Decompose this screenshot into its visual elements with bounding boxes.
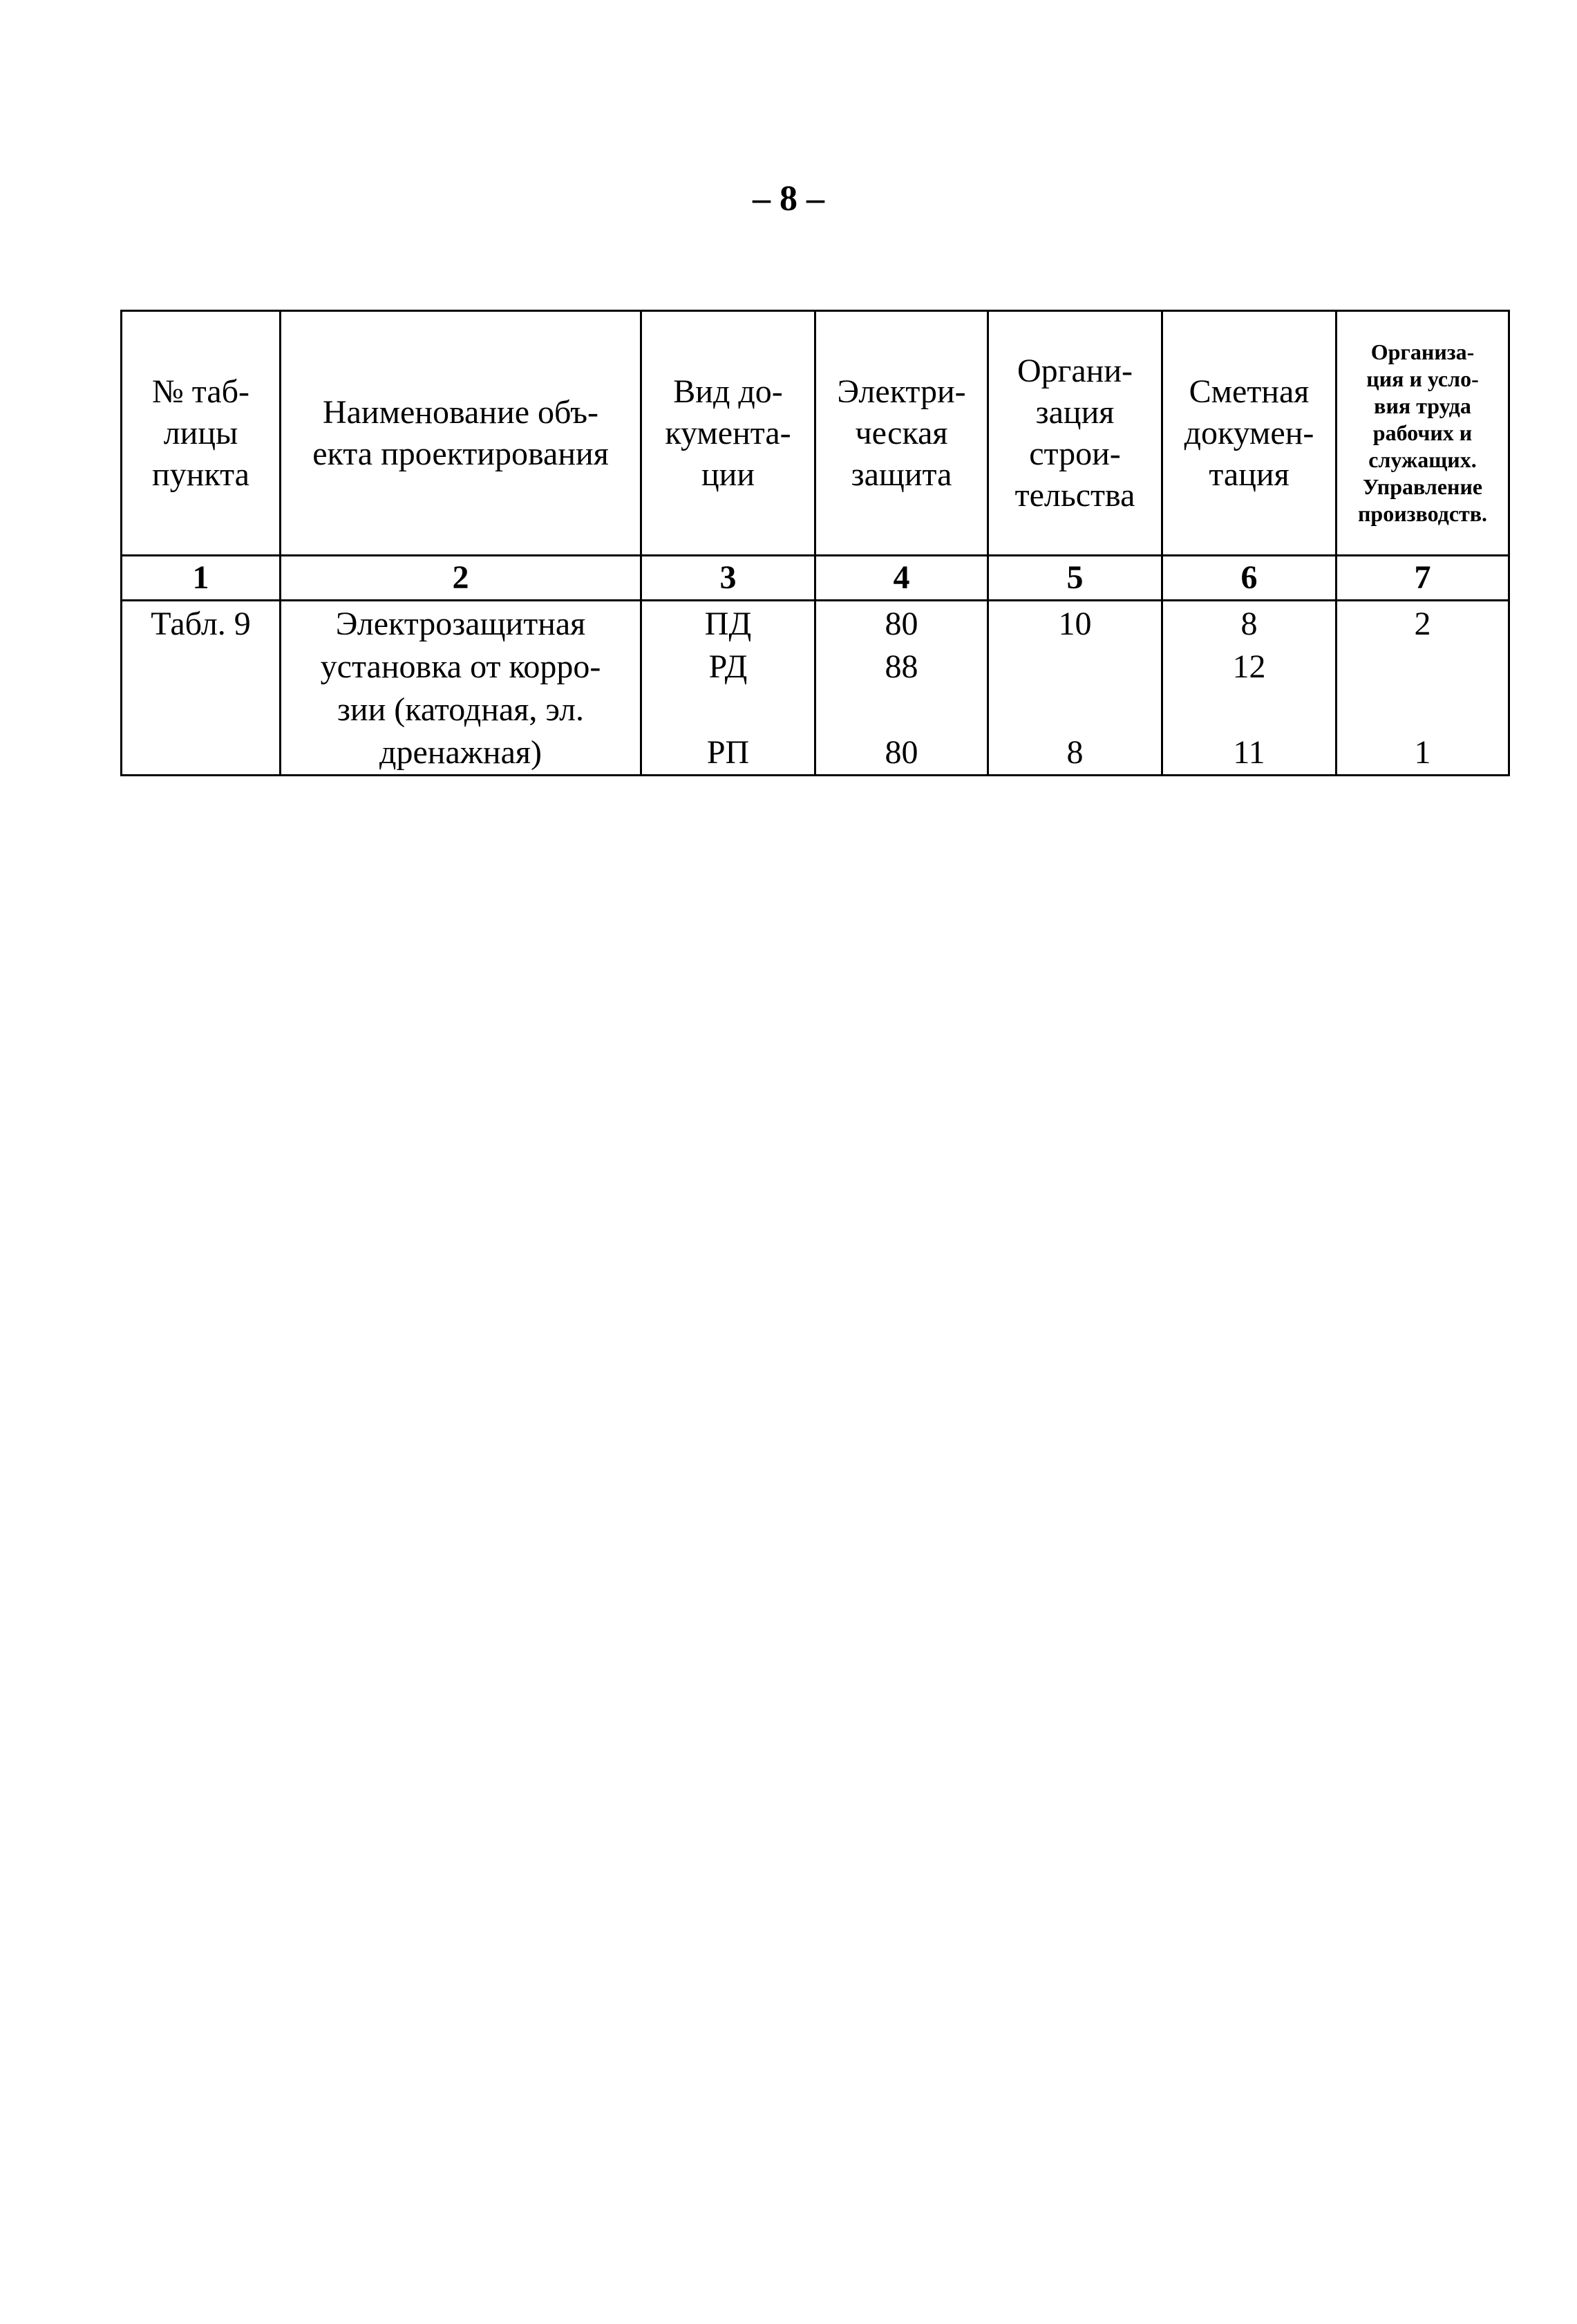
column-number: 2 xyxy=(281,556,641,601)
column-number: 7 xyxy=(1337,556,1509,601)
cell-electrical-protection: 80 88 80 xyxy=(815,601,988,776)
header-doc-type: Вид до- кумента- ции xyxy=(641,311,815,556)
header-electrical-protection: Электри- ческая защита xyxy=(815,311,988,556)
header-labour-conditions: Организа- ция и усло- вия труда рабочих и служащих. Управление производств. xyxy=(1337,311,1509,556)
table-row xyxy=(122,601,1509,776)
cell-labour-conditions: 2 1 xyxy=(1337,601,1509,776)
cell-construction-org: 10 8 xyxy=(988,601,1162,776)
design-cost-table xyxy=(120,310,1510,776)
cell-estimate-docs: 8 12 11 xyxy=(1162,601,1337,776)
cell-doc-types: ПД РД РП xyxy=(641,601,815,776)
header-table-number: № таб- лицы пункта xyxy=(122,311,281,556)
table-header-row xyxy=(122,311,1509,556)
header-object-name: Наименование объ- екта проектирования xyxy=(281,311,641,556)
header-estimate-docs: Сметная докумен- тация xyxy=(1162,311,1337,556)
column-number: 3 xyxy=(641,556,815,601)
column-number: 6 xyxy=(1162,556,1337,601)
column-number: 1 xyxy=(122,556,281,601)
column-number: 4 xyxy=(815,556,988,601)
cell-table-ref: Табл. 9 xyxy=(122,601,281,776)
column-number: 5 xyxy=(988,556,1162,601)
cell-object-name: Электрозащитная установка от корро- зии (катодная, эл. дренажная) xyxy=(281,601,641,776)
header-construction-org: Органи- зация строи- тельства xyxy=(988,311,1162,556)
page-number: – 8 – xyxy=(753,179,824,218)
column-number-row xyxy=(122,556,1509,601)
